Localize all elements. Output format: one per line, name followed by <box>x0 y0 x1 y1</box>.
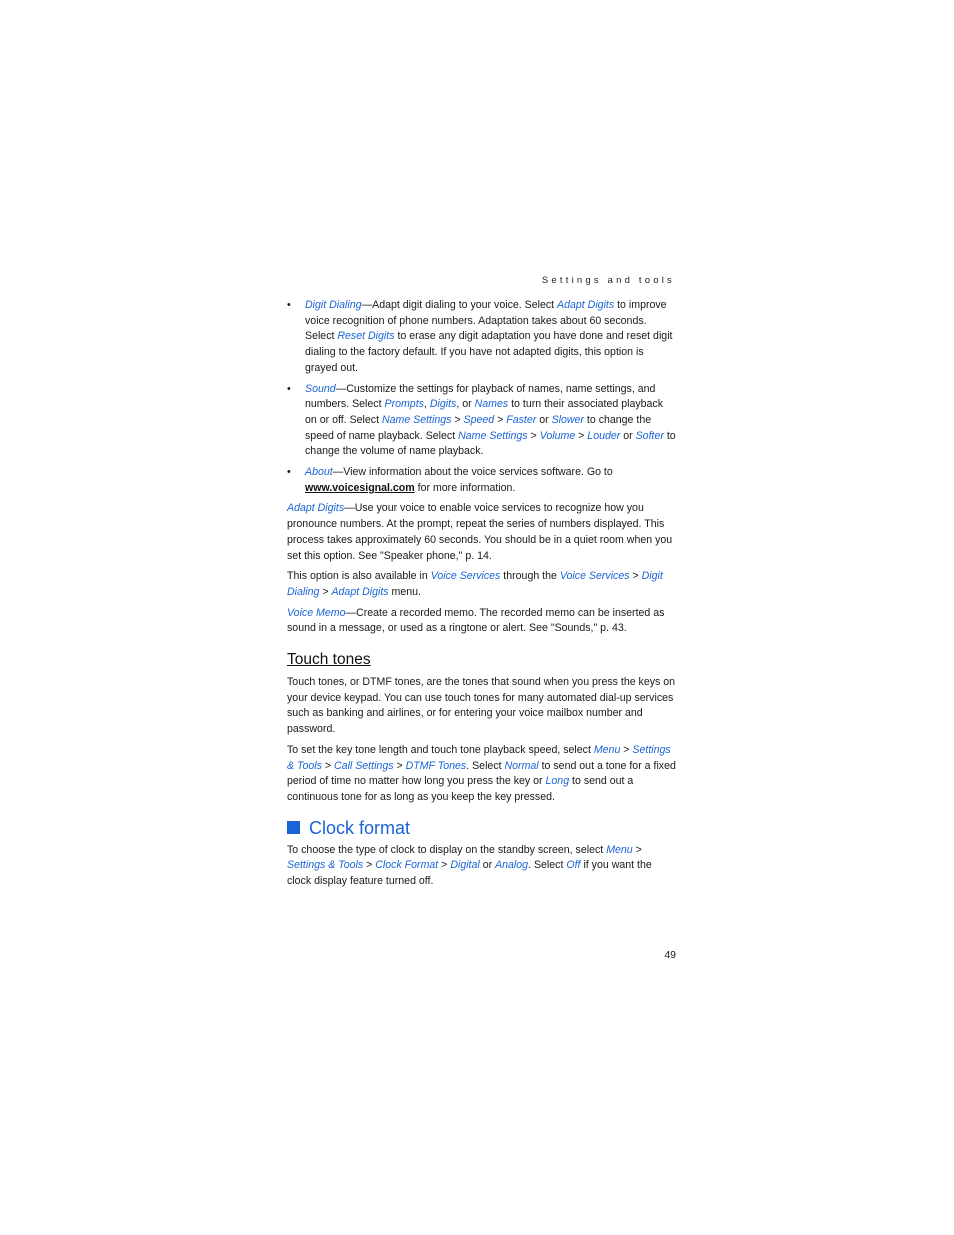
separator: > <box>629 570 642 583</box>
separator: > <box>451 413 464 426</box>
separator: > <box>438 859 451 872</box>
separator: > <box>319 585 332 598</box>
menu-term: DTMF Tones <box>405 759 467 772</box>
separator: > <box>632 843 642 856</box>
adapt-digits-paragraph <box>287 501 677 564</box>
body-text: to improve voice recognition of phone numbers. Adaptation takes about 60 seconds. Select <box>305 299 667 343</box>
body-text: This option is also available in <box>287 570 431 583</box>
menu-term: Adapt Digits <box>287 502 345 515</box>
menu-term: Menu <box>606 843 633 856</box>
body-text: , or <box>456 398 475 411</box>
menu-term: Digit Dialing <box>305 299 362 311</box>
body-text: —Use your voice to enable voice services to recognize how you pronounce numbers. At the prompt, repeat the series of numbers displayed. This process takes approximately 60 seconds. You should be in a quiet room when you set this option. See "Speaker phone," p. 14. <box>287 502 673 562</box>
section-square-icon <box>287 821 300 834</box>
body-text: to send out a tone for a fixed period of time no matter how long you press the key or <box>287 759 676 788</box>
menu-term: Voice Services <box>430 570 501 583</box>
body-text: —Create a recorded memo. The recorded memo can be inserted as sound in a message, or used as a ringtone or alert. See "Sounds," p. 43. <box>287 606 665 635</box>
bullet-dot: • <box>287 299 291 311</box>
menu-term: Volume <box>539 429 576 442</box>
clock-format-title: Clock format <box>309 817 411 838</box>
separator: > <box>527 429 540 442</box>
menu-term: Speed <box>463 413 495 426</box>
body-text: to turn their associated playback on or off. Select <box>305 398 664 426</box>
menu-term: Name Settings <box>458 429 528 442</box>
bullet-dot: • <box>287 466 291 479</box>
menu-term: Settings & Tools <box>287 743 671 772</box>
separator: > <box>575 429 588 442</box>
body-text: to send out a continuous tone for as long as you keep the key pressed. <box>287 775 634 803</box>
body-text: or <box>620 429 636 442</box>
menu-term: Louder <box>587 429 621 442</box>
touch-tones-instructions <box>287 743 677 806</box>
menu-term: Analog <box>495 859 529 872</box>
bullet-digit-dialing <box>287 298 677 377</box>
page-number: 49 <box>664 949 676 961</box>
body-text: —Adapt digit dialing to your voice. Select <box>361 299 558 311</box>
body-text: . Select <box>466 759 505 772</box>
separator: > <box>321 759 335 772</box>
body-text: To set the key tone length and touch tone playback speed, select <box>287 743 594 756</box>
menu-term: Prompts <box>384 398 424 411</box>
body-text: , <box>423 398 430 411</box>
menu-term: Name Settings <box>381 413 452 426</box>
running-header: Settings and tools <box>541 275 675 286</box>
availability-paragraph <box>287 569 677 600</box>
body-text: for more information. <box>414 481 516 494</box>
menu-term: Softer <box>635 429 664 442</box>
touch-tones-intro: Touch tones, or DTMF tones, are the tones that sound when you press the keys on your device keypad. You can use touch tones for many automated dial-up services such as banking and airlines, or for entering your voice mailbox number and password. <box>287 676 676 736</box>
body-text: if you want the clock display feature turned off. <box>287 859 652 888</box>
menu-term: Digits <box>429 398 457 411</box>
body-text: . Select <box>528 859 567 872</box>
body-text: or <box>479 859 496 872</box>
website-link[interactable]: www.voicesignal.com <box>305 481 415 494</box>
menu-term: Menu <box>593 743 621 756</box>
bullet-about <box>287 465 677 496</box>
menu-term: Clock Format <box>375 859 439 872</box>
separator: > <box>363 859 376 872</box>
bullet-sound <box>287 382 677 461</box>
clock-format-heading <box>287 816 677 840</box>
menu-term: Long <box>545 775 570 788</box>
menu-term: About <box>305 466 333 479</box>
menu-term: Names <box>474 398 509 411</box>
separator: > <box>494 413 507 426</box>
menu-term: Reset Digits <box>337 330 395 343</box>
menu-term: Adapt Digits <box>331 585 389 598</box>
body-text: to erase any digit adaptation you have done and reset digit dialing to the factory default. If you have not adapted digits, this option is grayed out. <box>305 330 673 374</box>
body-text: To choose the type of clock to display on the standby screen, select <box>287 843 607 856</box>
menu-term: Digit Dialing <box>287 570 663 598</box>
bullet-dot: • <box>287 382 291 395</box>
body-text: to change the speed of name playback. Select <box>305 413 652 442</box>
menu-term: Voice Memo <box>287 606 346 619</box>
clock-format-paragraph <box>287 843 677 890</box>
menu-term: Adapt Digits <box>557 299 615 311</box>
menu-term: Call Settings <box>334 759 394 772</box>
menu-term: Sound <box>305 382 336 395</box>
page-content <box>287 298 677 895</box>
separator: > <box>620 743 633 756</box>
voice-memo-paragraph <box>287 606 677 637</box>
menu-term: Voice Services <box>559 570 630 583</box>
body-text: menu. <box>388 585 421 598</box>
body-text: —Customize the settings for playback of names, name settings, and numbers. Select <box>305 382 656 411</box>
body-text: —View information about the voice services software. Go to <box>332 466 613 479</box>
body-text: or <box>536 413 552 426</box>
body-text: through the <box>500 570 560 583</box>
menu-term: Slower <box>551 413 584 426</box>
menu-term: Digital <box>450 859 480 872</box>
menu-term: Normal <box>504 759 539 772</box>
touch-tones-heading: Touch tones <box>287 651 371 669</box>
separator: > <box>393 759 406 772</box>
menu-term: Settings & Tools <box>287 859 364 872</box>
menu-term: Off <box>566 859 581 872</box>
menu-term: Faster <box>506 413 537 426</box>
body-text: to change the volume of name playback. <box>305 429 676 458</box>
